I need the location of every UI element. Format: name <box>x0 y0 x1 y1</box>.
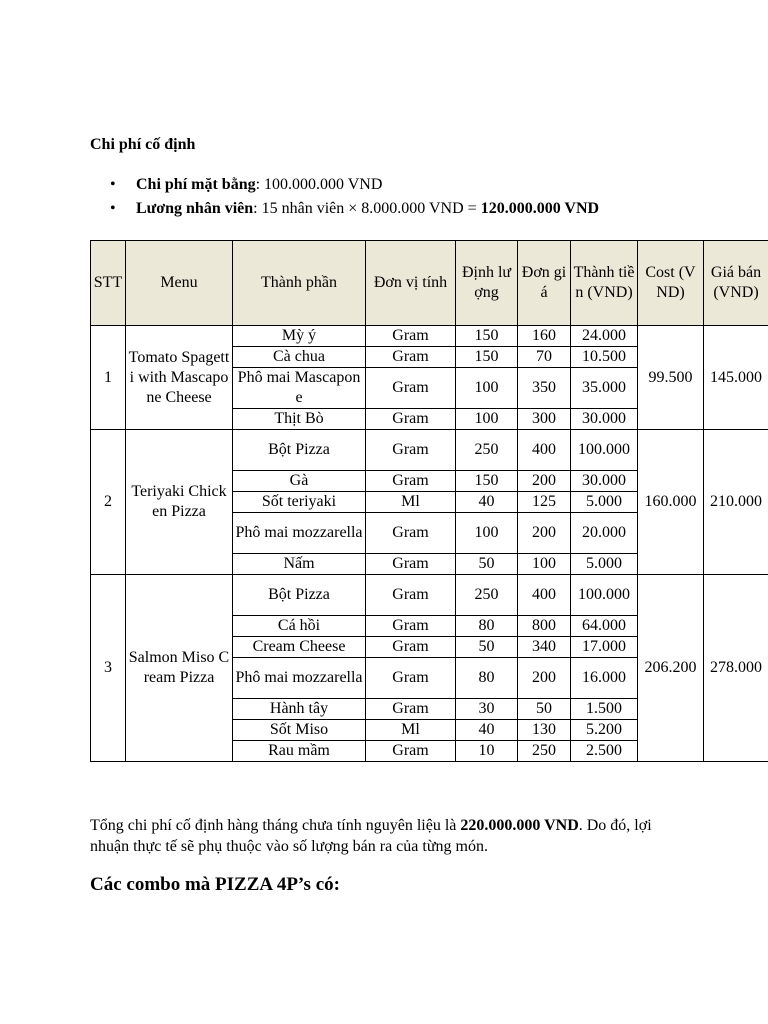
cell-ingredient: Gà <box>233 471 366 492</box>
table-body <box>91 326 768 762</box>
cell-ingredient: Thịt Bò <box>233 409 366 430</box>
cell-unit-price: 160 <box>518 326 571 347</box>
table-header-row <box>91 241 768 326</box>
cell-unit: Ml <box>366 492 456 513</box>
cell-price: 145.000 <box>704 326 768 430</box>
header-cost: Cost (VND) <box>638 241 704 326</box>
cell-unit-price: 50 <box>518 699 571 720</box>
cell-cost: 99.500 <box>638 326 704 430</box>
cell-quantity: 250 <box>456 575 518 616</box>
cell-ingredient: Cá hồi <box>233 616 366 637</box>
cell-unit-price: 400 <box>518 430 571 471</box>
cell-ingredient: Bột Pizza <box>233 575 366 616</box>
list-item <box>110 199 599 223</box>
cell-unit-price: 100 <box>518 554 571 575</box>
cell-quantity: 10 <box>456 741 518 762</box>
cell-unit: Gram <box>366 575 456 616</box>
cell-quantity: 250 <box>456 430 518 471</box>
summary-total: 220.000.000 VND <box>460 817 579 834</box>
cell-quantity: 100 <box>456 409 518 430</box>
cell-amount: 30.000 <box>571 471 638 492</box>
header-price: Giá bán (VND) <box>704 241 768 326</box>
fixed-cost-list <box>110 175 599 223</box>
cell-stt: 3 <box>91 575 126 762</box>
cell-unit-price: 70 <box>518 347 571 368</box>
header-stt: STT <box>91 241 126 326</box>
cell-ingredient: Nấm <box>233 554 366 575</box>
cell-unit-price: 340 <box>518 637 571 658</box>
cell-quantity: 150 <box>456 347 518 368</box>
header-quantity: Định lượng <box>456 241 518 326</box>
cell-amount: 17.000 <box>571 637 638 658</box>
cell-ingredient: Sốt Miso <box>233 720 366 741</box>
summary-text: Tổng chi phí cố định hàng tháng chưa tính nguyên liệu là <box>90 817 461 834</box>
cell-unit-price: 200 <box>518 658 571 699</box>
cell-amount: 24.000 <box>571 326 638 347</box>
cell-unit: Gram <box>366 513 456 554</box>
cell-cost: 160.000 <box>638 430 704 575</box>
header-amount: Thành tiền (VND) <box>571 241 638 326</box>
summary-text-end: . Do đó, lợi nhuận thực tế sẽ phụ thuộc vào số lượng bán ra của từng món. <box>90 817 652 855</box>
cell-unit: Gram <box>366 347 456 368</box>
header-unit: Đơn vị tính <box>366 241 456 326</box>
cell-ingredient: Phô mai Mascapone <box>233 368 366 409</box>
cell-quantity: 100 <box>456 368 518 409</box>
cell-unit-price: 130 <box>518 720 571 741</box>
cell-unit-price: 200 <box>518 513 571 554</box>
cell-unit-price: 250 <box>518 741 571 762</box>
cell-stt: 1 <box>91 326 126 430</box>
cell-amount: 16.000 <box>571 658 638 699</box>
cell-amount: 30.000 <box>571 409 638 430</box>
cell-amount: 1.500 <box>571 699 638 720</box>
cell-unit: Gram <box>366 616 456 637</box>
cell-ingredient: Phô mai mozzarella <box>233 513 366 554</box>
cell-quantity: 30 <box>456 699 518 720</box>
cell-quantity: 80 <box>456 616 518 637</box>
summary-paragraph <box>90 815 690 857</box>
cell-stt: 2 <box>91 430 126 575</box>
header-ingredient: Thành phần <box>233 241 366 326</box>
cell-ingredient: Sốt teriyaki <box>233 492 366 513</box>
cell-quantity: 150 <box>456 471 518 492</box>
cell-menu: Teriyaki Chicken Pizza <box>126 430 233 575</box>
cell-amount: 100.000 <box>571 575 638 616</box>
cell-unit: Gram <box>366 471 456 492</box>
cell-unit: Gram <box>366 699 456 720</box>
cell-ingredient: Cream Cheese <box>233 637 366 658</box>
cell-unit-price: 400 <box>518 575 571 616</box>
list-item <box>110 175 599 199</box>
cell-unit: Ml <box>366 720 456 741</box>
cell-amount: 20.000 <box>571 513 638 554</box>
cell-menu: Salmon Miso Cream Pizza <box>126 575 233 762</box>
cost-table <box>90 240 768 762</box>
cell-quantity: 40 <box>456 492 518 513</box>
cell-quantity: 100 <box>456 513 518 554</box>
cell-unit: Gram <box>366 658 456 699</box>
table-row <box>91 575 768 616</box>
cell-unit-price: 125 <box>518 492 571 513</box>
item-text: : 15 nhân viên × 8.000.000 VND = <box>253 200 481 217</box>
cell-amount: 5.000 <box>571 492 638 513</box>
table-row <box>91 326 768 347</box>
table-row <box>91 430 768 471</box>
cell-unit: Gram <box>366 326 456 347</box>
cell-ingredient: Cà chua <box>233 347 366 368</box>
cell-amount: 35.000 <box>571 368 638 409</box>
cell-ingredient: Bột Pizza <box>233 430 366 471</box>
cell-ingredient: Rau mầm <box>233 741 366 762</box>
cell-amount: 10.500 <box>571 347 638 368</box>
cell-unit: Gram <box>366 409 456 430</box>
fixed-cost-heading: Chi phí cố định <box>90 136 196 153</box>
cell-amount: 64.000 <box>571 616 638 637</box>
cell-unit: Gram <box>366 430 456 471</box>
cell-price: 278.000 <box>704 575 768 762</box>
cell-unit: Gram <box>366 741 456 762</box>
cell-quantity: 50 <box>456 554 518 575</box>
cell-ingredient: Hành tây <box>233 699 366 720</box>
cell-amount: 5.200 <box>571 720 638 741</box>
cell-ingredient: Phô mai mozzarella <box>233 658 366 699</box>
item-total: 120.000.000 VND <box>480 200 600 217</box>
item-text: : 100.000.000 VND <box>255 176 383 193</box>
header-unit-price: Đơn giá <box>518 241 571 326</box>
cell-amount: 2.500 <box>571 741 638 762</box>
cell-menu: Tomato Spagetti with Mascapone Cheese <box>126 326 233 430</box>
cell-unit-price: 800 <box>518 616 571 637</box>
cell-quantity: 150 <box>456 326 518 347</box>
cell-amount: 100.000 <box>571 430 638 471</box>
header-menu: Menu <box>126 241 233 326</box>
cell-amount: 5.000 <box>571 554 638 575</box>
cell-unit: Gram <box>366 368 456 409</box>
cell-price: 210.000 <box>704 430 768 575</box>
cell-quantity: 50 <box>456 637 518 658</box>
cell-unit-price: 200 <box>518 471 571 492</box>
combo-heading: Các combo mà PIZZA 4P’s có: <box>90 874 340 895</box>
cell-quantity: 40 <box>456 720 518 741</box>
item-label: Chi phí mặt bằng <box>136 176 256 193</box>
cell-unit: Gram <box>366 637 456 658</box>
item-label: Lương nhân viên <box>136 200 254 217</box>
cell-ingredient: Mỳ ý <box>233 326 366 347</box>
cell-unit: Gram <box>366 554 456 575</box>
cell-unit-price: 350 <box>518 368 571 409</box>
cell-quantity: 80 <box>456 658 518 699</box>
cell-cost: 206.200 <box>638 575 704 762</box>
cell-unit-price: 300 <box>518 409 571 430</box>
